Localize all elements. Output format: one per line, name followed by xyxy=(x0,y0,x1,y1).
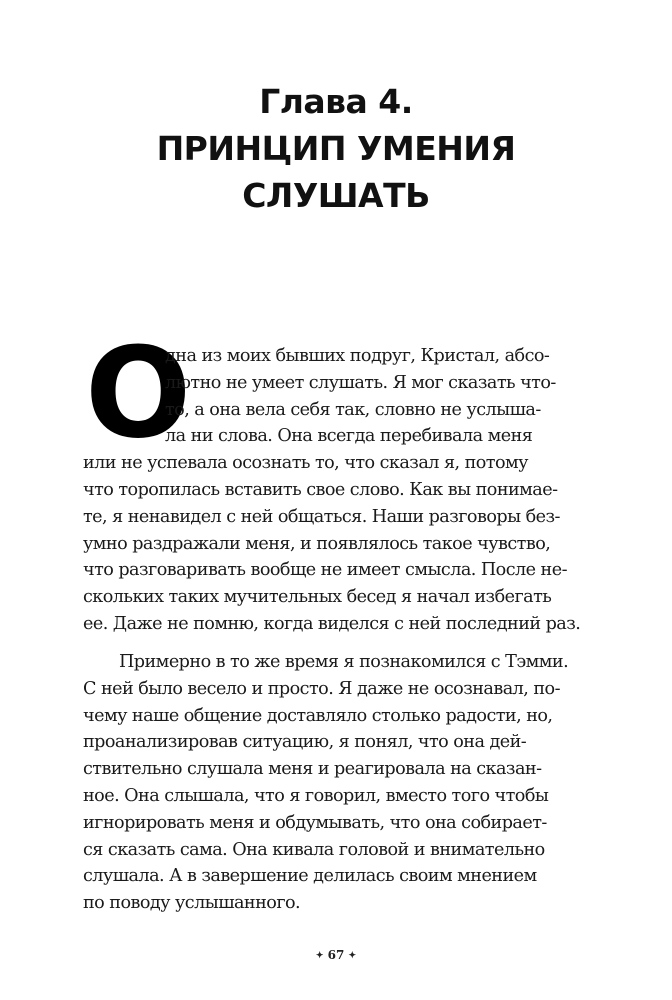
chapter-title-line-1: ПРИНЦИП УМЕНИЯ xyxy=(156,129,516,168)
page-footer xyxy=(0,948,672,962)
text-line: что разговаривать вообще не имеет смысла. После не- xyxy=(83,560,567,581)
text-line: что торопилась вставить свое слово. Как вы понимае- xyxy=(83,479,558,500)
text-line: Примерно в то же время я познакомился с Тэмми. xyxy=(119,652,569,672)
text-line: лютно не умеет слушать. Я мог сказать что- xyxy=(165,372,556,393)
chapter-heading xyxy=(0,78,672,219)
text-line: скольких таких мучительных бесед я начал избегать xyxy=(83,587,552,608)
text-line: ла ни слова. Она всегда перебивала меня xyxy=(165,426,533,447)
text-line: проанализировав ситуацию, я понял, что она дей- xyxy=(83,732,527,753)
chapter-number: Глава 4. xyxy=(259,82,413,121)
text-line: ствительно слушала меня и реагировала на сказан- xyxy=(83,759,542,780)
text-line: ся сказать сама. Она кивала головой и внимательно xyxy=(83,839,545,860)
chapter-title-line-2: СЛУШАТЬ xyxy=(242,176,430,215)
text-line: то, а она вела себя так, словно не услыша- xyxy=(165,399,541,420)
text-line: чему наше общение доставляло столько радости, но, xyxy=(83,705,553,726)
text-line: по поводу услышанного. xyxy=(83,893,301,914)
text-line: те, я ненавидел с ней общаться. Наши разговоры без- xyxy=(83,506,560,527)
drop-cap: О xyxy=(85,321,192,466)
page-number: 67 xyxy=(327,948,345,962)
paragraph-2 xyxy=(83,649,569,917)
text-line: ное. Она слышала, что я говорил, вместо того чтобы xyxy=(83,785,549,806)
text-line: игнорировать меня и обдумывать, что она собирает- xyxy=(83,812,547,833)
ornament-right-icon: ✦ xyxy=(348,951,357,961)
text-line: или не успевала осознать то, что сказал я, потому xyxy=(83,453,528,474)
paragraph-1 xyxy=(83,343,581,638)
text-line: слушала. А в завершение делилась своим мнением xyxy=(83,866,537,887)
text-line: умно раздражали меня, и появлялось такое чувство, xyxy=(83,533,551,554)
text-line: дна из моих бывших подруг, Кристал, абсо- xyxy=(165,346,550,366)
ornament-left-icon: ✦ xyxy=(315,951,324,961)
text-line: С ней было весело и просто. Я даже не осознавал, по- xyxy=(83,678,560,699)
text-line: ее. Даже не помню, когда виделся с ней последний раз. xyxy=(83,613,581,634)
